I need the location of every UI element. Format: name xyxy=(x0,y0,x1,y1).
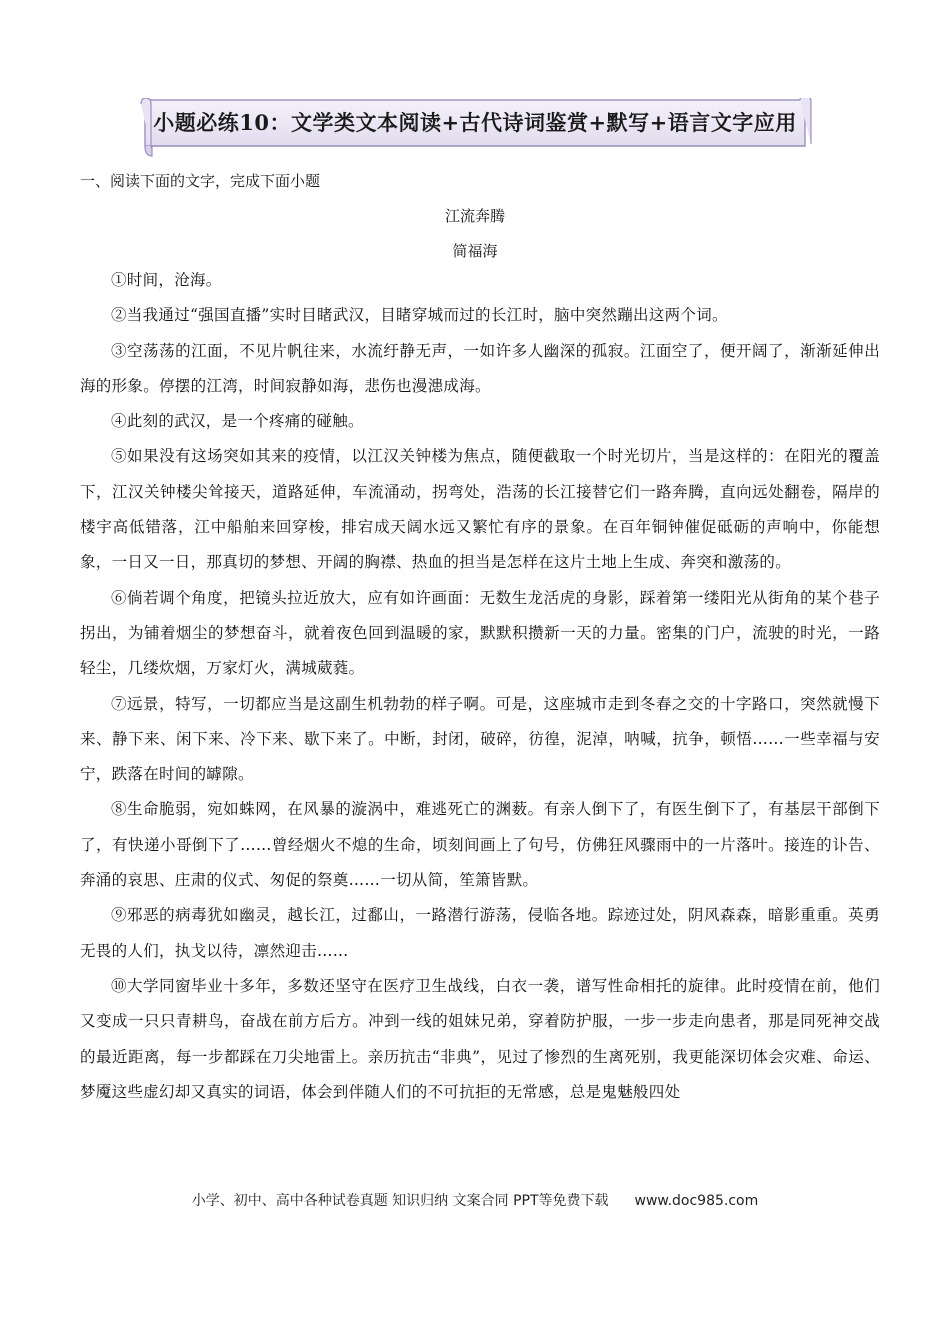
paragraph: ③空荡荡的江面，不见片帆往来，水流纡静无声，一如许多人幽深的孤寂。江面空了，便开阔了，渐渐延伸出海的形象。停摆的江湾，时间寂静如海，悲伤也漫漶成海。 xyxy=(80,341,880,395)
paragraph: ②当我通过“强国直播”实时目睹武汉，目睹穿城而过的长江时，脑中突然蹦出这两个词。 xyxy=(111,306,728,325)
section-heading: 一、阅读下面的文字，完成下面小题 xyxy=(80,172,321,190)
article-body xyxy=(80,263,880,1110)
paragraph: ⑤如果没有这场突如其来的疫情，以江汉关钟楼为焦点，随便截取一个时光切片，当是这样的：在阳光的覆盖下，江汉关钟楼尖耸接天，道路延伸，车流涌动，拐弯处，浩荡的长江接替它们一路奔腾，直向远处翻卷，隔岸的楼宇高低错落，江中船舶来回穿梭，排宕成天阔水远又繁忙有序的景象。在百年铜钟催促砥砺的声响中，你能想象，一日又一日，那真切的梦想、开阔的胸襟、热血的担当是怎样在这片土地上生成、奔突和激荡的。 xyxy=(80,447,880,572)
paragraph: ④此刻的武汉，是一个疼痛的碰触。 xyxy=(111,412,364,431)
paragraph: ⑨邪恶的病毒犹如幽灵，越长江，过鄱山，一路潜行游荡，侵临各地。踪迹过处，阴风森森，暗影重重。英勇无畏的人们，执戈以待，凛然迎击…… xyxy=(80,906,880,960)
page-footer xyxy=(0,1190,950,1210)
footer-link[interactable]: www.doc985.com xyxy=(634,1193,759,1209)
article-author: 简福海 xyxy=(452,242,498,260)
paragraph: ⑩大学同窗毕业十多年，多数还坚守在医疗卫生战线，白衣一袭，谱写性命相托的旋律。此时疫情在前，他们又变成一只只青耕鸟，奋战在前方后方。冲到一线的姐妹兄弟，穿着防护服，一步一步走向患者，那是同死神交战的最近距离，每一步都踩在刀尖地雷上。亲历抗击“非典”，见过了惨烈的生离死别，我更能深切体会灾难、命运、梦魇这些虚幻却又真实的词语，体会到伴随人们的不可抗拒的无常感，总是鬼魅般四处 xyxy=(80,976,880,1101)
paragraph: ⑥倘若调个角度，把镜头拉近放大，应有如许画面：无数生龙活虎的身影，踩着第一缕阳光从街角的某个巷子拐出，为铺着烟尘的梦想奋斗，就着夜色回到温暖的家，默默积攒新一天的力量。密集的门户，流驶的时光，一路轻尘，几缕炊烟，万家灯火，满城葳蕤。 xyxy=(80,588,880,678)
article-title: 江流奔腾 xyxy=(444,207,505,225)
paragraph: ⑦远景，特写，一切都应当是这副生机勃勃的样子啊。可是，这座城市走到冬春之交的十字路口，突然就慢下来、静下来、闲下来、冷下来、歇下来了。中断，封闭，破碎，彷徨，泥淖，呐喊，抗争，顿悟……一些幸福与安宁，跌落在时间的罅隙。 xyxy=(80,694,880,784)
footer-text: 小学、初中、高中各种试卷真题 知识归纳 文案合同 PPT等免费下载 xyxy=(191,1193,609,1209)
page-title: 小题必练10：文学类文本阅读+古代诗词鉴赏+默写+语言文字应用 xyxy=(153,110,797,135)
paragraph: ⑧生命脆弱，宛如蛛网，在风暴的漩涡中，难逃死亡的渊薮。有亲人倒下了，有医生倒下了，有基层干部倒下了，有快递小哥倒下了……曾经烟火不熄的生命，顷刻间画上了句号，仿佛狂风骤雨中的一片落叶。接连的讣告、奔涌的哀思、庄肃的仪式、匆促的祭奠……一切从简，笙箫皆默。 xyxy=(80,800,880,890)
title-banner xyxy=(140,98,810,156)
paragraph: ①时间，沧海。 xyxy=(111,271,222,289)
